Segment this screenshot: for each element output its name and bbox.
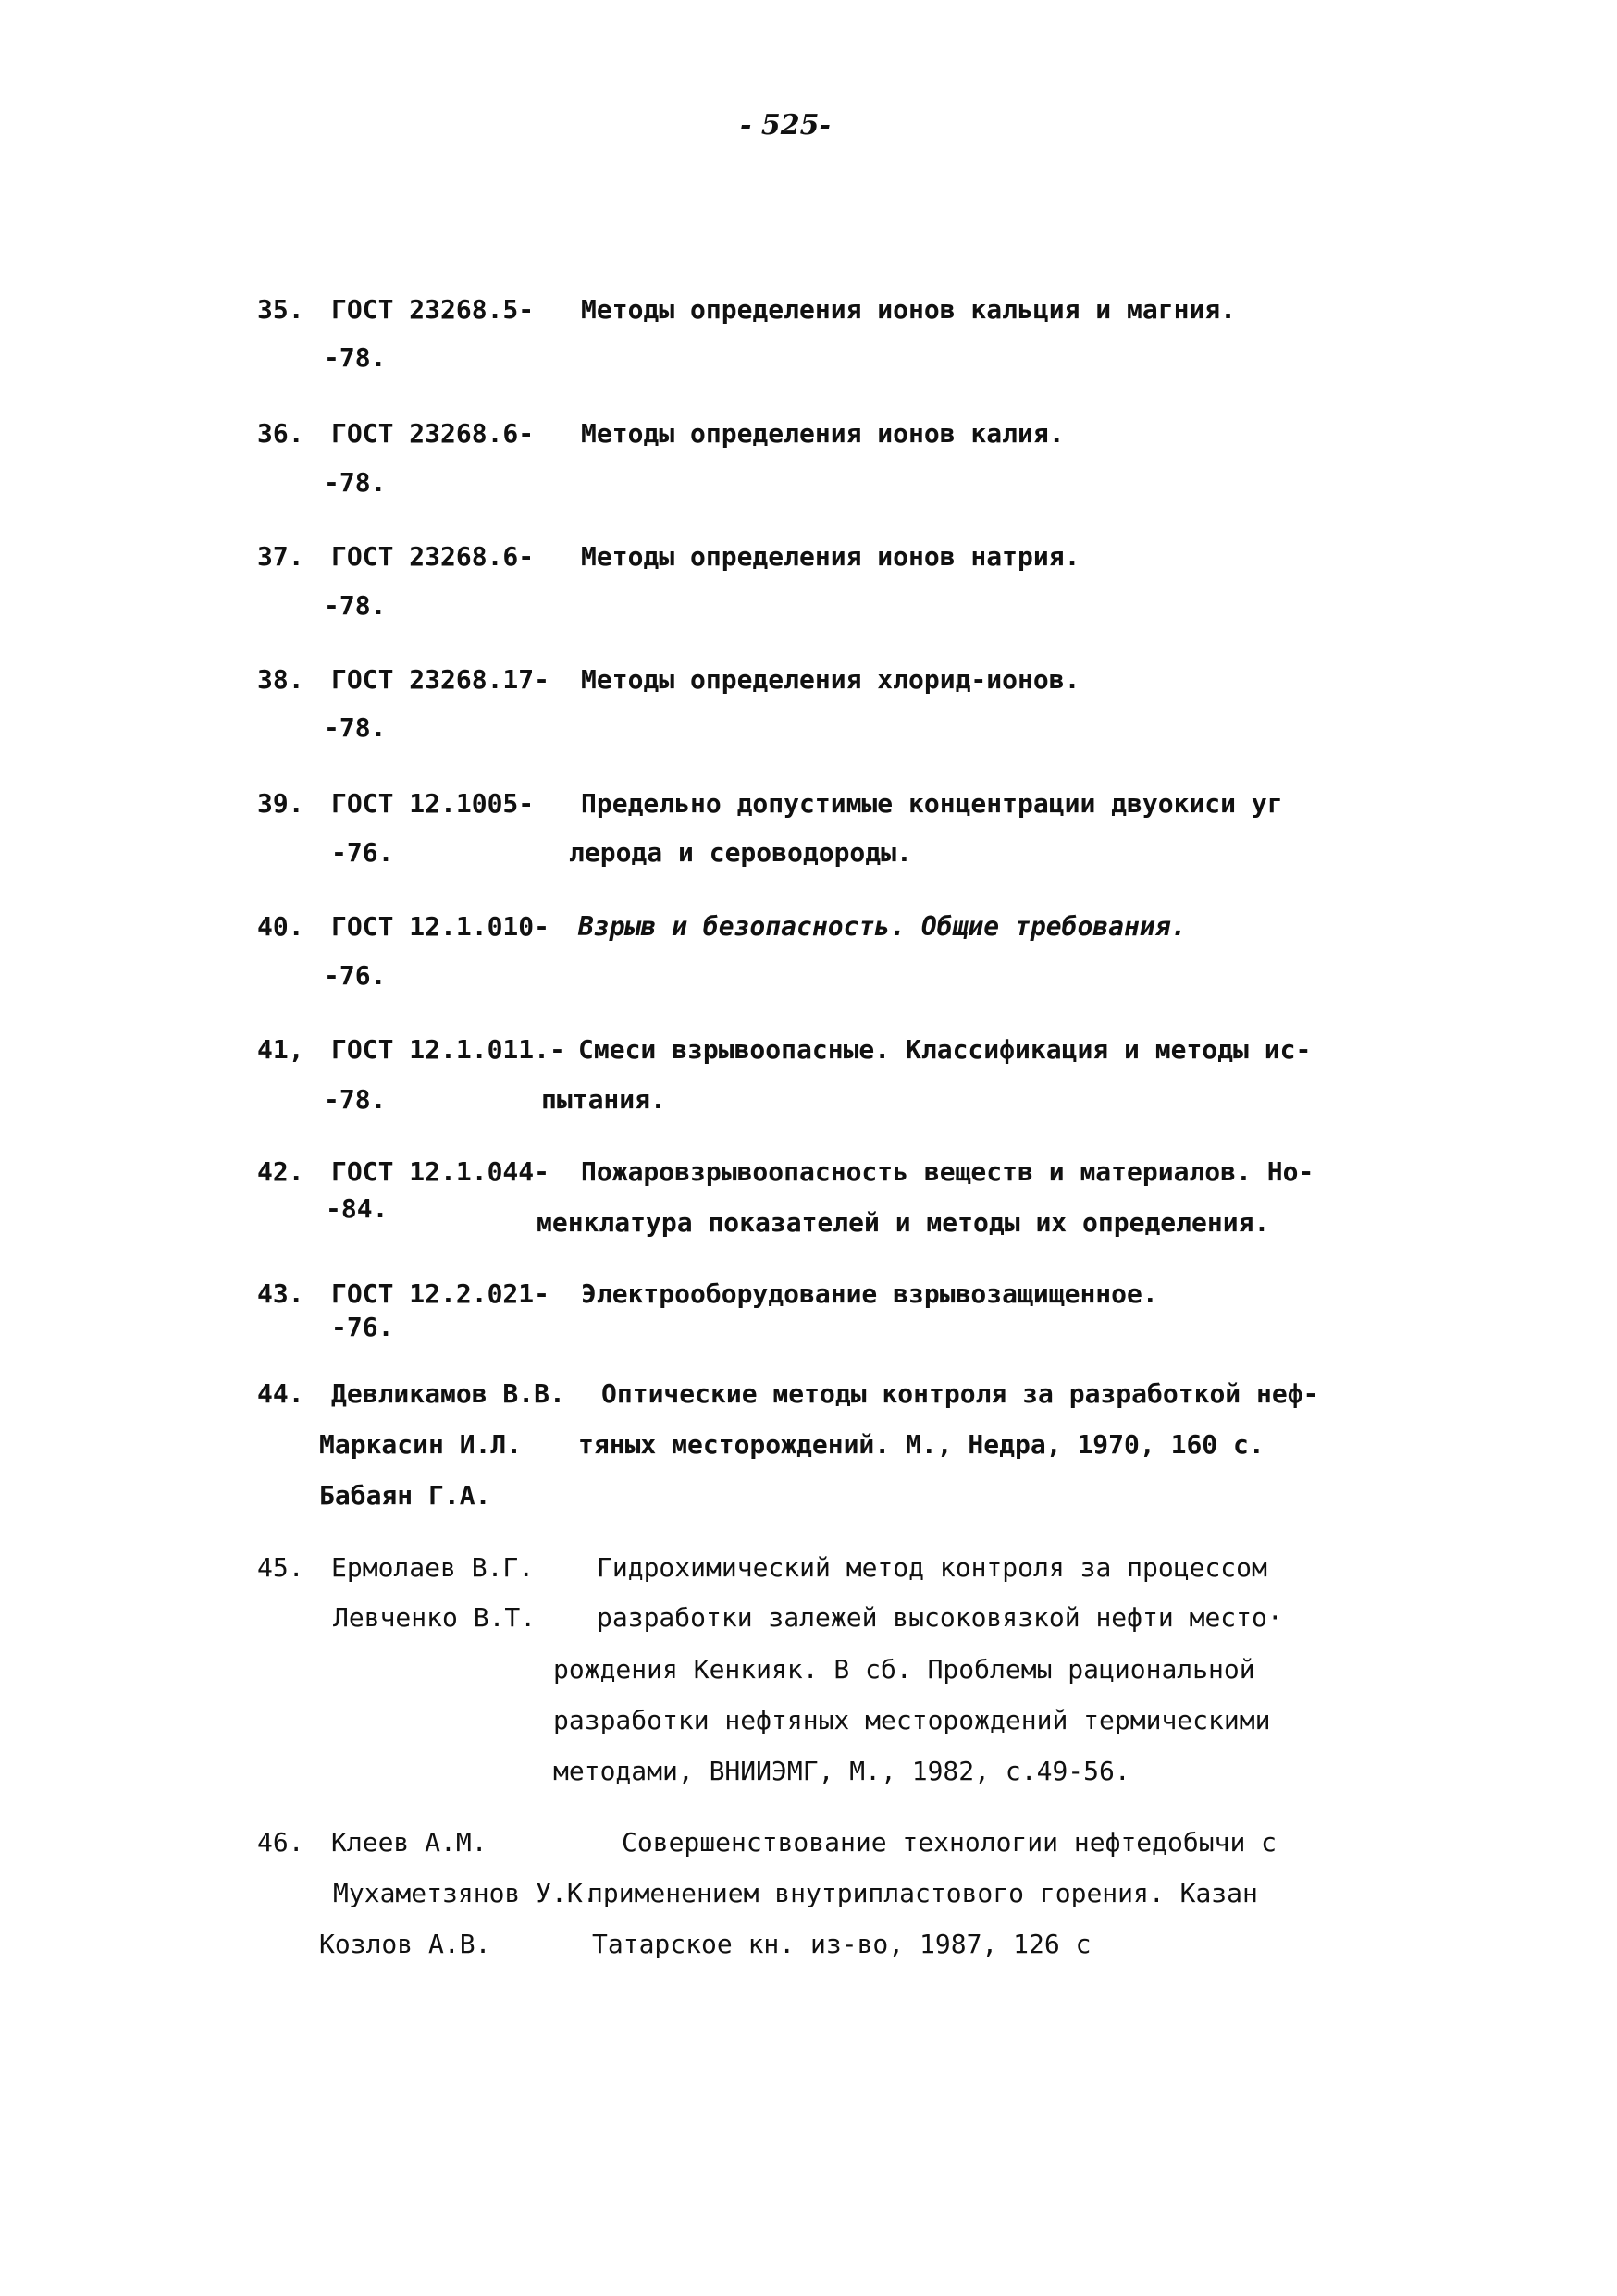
entry-46-author-1: Клеев А.М. — [331, 1827, 488, 1858]
entry-45-text-line5: методами, ВНИИЭМГ, М., 1982, с.49-56. — [553, 1756, 1130, 1786]
entry-39-title-line1: Предельно допустимые концентрации двуокиси уг — [581, 788, 1283, 819]
entry-41-title-line2: пытания. — [541, 1084, 666, 1115]
entry-40-title: Взрыв и безопасность. Общие требования. — [578, 911, 1187, 942]
entry-40-year: -76. — [324, 960, 387, 991]
entry-40-code: ГОСТ 12.1.010- — [331, 911, 550, 942]
entry-38-title: Методы определения хлорид-ионов. — [581, 664, 1080, 695]
entry-39-year: -76. — [331, 837, 394, 868]
entry-35-title: Методы определения ионов кальция и магния. — [581, 294, 1237, 325]
entry-36-code: ГОСТ 23268.6- — [331, 418, 535, 449]
page-number: - 525- — [740, 109, 831, 142]
entry-41-number: 41, — [257, 1034, 304, 1065]
entry-46-text-line2: применением внутрипластового горения. Казан — [587, 1878, 1258, 1908]
entry-45-author-1: Ермолаев В.Г. — [331, 1552, 535, 1583]
entry-43-title: Электрооборудование взрывозащищенное. — [581, 1278, 1158, 1309]
entry-36-number: 36. — [257, 418, 304, 449]
entry-39-code: ГОСТ 12.1005- — [331, 788, 535, 819]
entry-42-title-line2: менклатура показателей и методы их определения. — [537, 1207, 1270, 1238]
entry-46-author-3: Козлов А.В. — [319, 1929, 491, 1959]
entry-37-year: -78. — [324, 590, 387, 621]
entry-44-text-line2: тяных месторождений. М., Недра, 1970, 160 с. — [578, 1429, 1265, 1460]
entry-45-text-line1: Гидрохимический метод контроля за процессом — [597, 1552, 1267, 1583]
entry-41-year: -78. — [324, 1084, 387, 1115]
entry-44-author-1: Девликамов В.В. — [331, 1378, 565, 1409]
entry-41-title-line1: Смеси взрывоопасные. Классификация и методы ис- — [578, 1034, 1312, 1065]
entry-38-number: 38. — [257, 664, 304, 695]
entry-38-year: -78. — [324, 712, 387, 743]
entry-45-author-2: Левченко В.Т. — [333, 1602, 537, 1633]
entry-40-number: 40. — [257, 911, 304, 942]
entry-38-code: ГОСТ 23268.17- — [331, 664, 550, 695]
entry-39-number: 39. — [257, 788, 304, 819]
entry-35-year: -78. — [324, 342, 387, 373]
entry-36-year: -78. — [324, 467, 387, 498]
entry-42-year: -84. — [326, 1193, 389, 1224]
entry-37-title: Методы определения ионов натрия. — [581, 541, 1080, 572]
entry-44-author-2: Маркасин И.Л. — [319, 1429, 523, 1460]
entry-46-text-line1: Совершенствование технологии нефтедобычи с — [622, 1827, 1278, 1858]
entry-43-number: 43. — [257, 1278, 304, 1309]
entry-44-number: 44. — [257, 1378, 304, 1409]
entry-35-number: 35. — [257, 294, 304, 325]
entry-43-year: -76. — [331, 1312, 394, 1342]
entry-35-code: ГОСТ 23268.5- — [331, 294, 535, 325]
entry-45-text-line2: разработки залежей высоковязкой нефти место· — [597, 1602, 1283, 1633]
entry-45-text-line3: рождения Кенкияк. В сб. Проблемы рациональной — [553, 1654, 1255, 1685]
entry-42-title-line1: Пожаровзрывоопасность веществ и материалов. Но- — [581, 1156, 1315, 1187]
entry-42-number: 42. — [257, 1156, 304, 1187]
entry-37-code: ГОСТ 23268.6- — [331, 541, 535, 572]
entry-42-code: ГОСТ 12.1.044- — [331, 1156, 550, 1187]
entry-44-author-3: Бабаян Г.А. — [319, 1480, 491, 1511]
entry-46-text-line3: Татарское кн. из-во, 1987, 126 с — [592, 1929, 1092, 1959]
entry-37-number: 37. — [257, 541, 304, 572]
entry-36-title: Методы определения ионов калия. — [581, 418, 1065, 449]
entry-39-title-line2: лерода и сероводороды. — [569, 837, 912, 868]
entry-41-code: ГОСТ 12.1.011.- — [331, 1034, 565, 1065]
entry-46-author-2: Мухаметзянов У.К. — [333, 1878, 599, 1908]
entry-45-text-line4: разработки нефтяных месторождений термическими — [553, 1705, 1271, 1735]
entry-46-number: 46. — [257, 1827, 304, 1858]
entry-43-code: ГОСТ 12.2.021- — [331, 1278, 550, 1309]
entry-45-number: 45. — [257, 1552, 304, 1583]
entry-44-text-line1: Оптические методы контроля за разработкой неф- — [601, 1378, 1319, 1409]
